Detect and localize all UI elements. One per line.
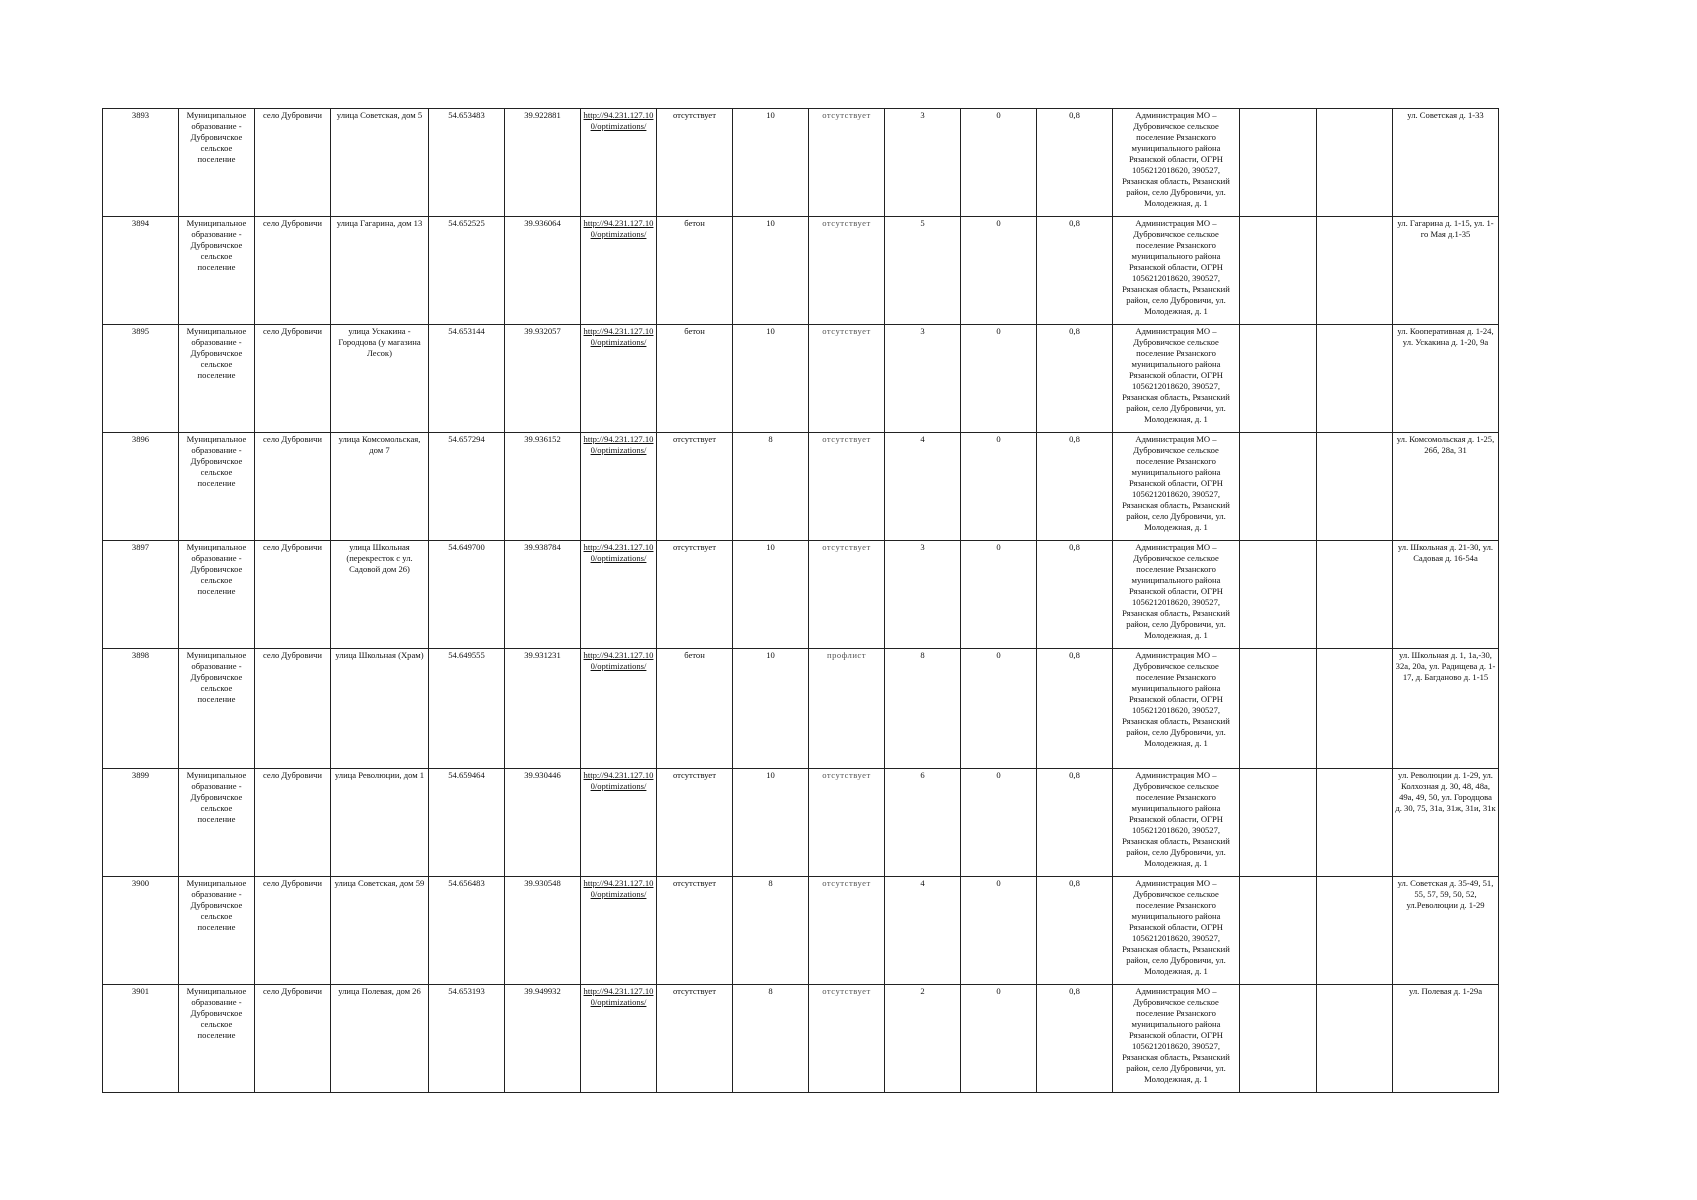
address-cell: улица Школьная (Храм) [331, 649, 429, 769]
container-volume-cell: 0,8 [1037, 325, 1113, 433]
area-cell: 10 [733, 769, 809, 877]
sources-cell: ул. Гагарина д. 1-15, ул. 1-го Мая д.1-35 [1393, 217, 1499, 325]
containers-count-cell: 4 [885, 877, 961, 985]
surface-cell: отсутствует [657, 433, 733, 541]
address-cell: улица Школьная (перекресток с ул. Садовой дом 26) [331, 541, 429, 649]
planned-containers-cell: 0 [961, 109, 1037, 217]
row-number-cell: 3897 [103, 541, 179, 649]
table-row [103, 985, 1499, 1093]
map-link-cell[interactable]: http://94.231.127.10 0/optimizations/ [581, 769, 657, 877]
surface-cell: бетон [657, 649, 733, 769]
map-link-cell[interactable]: http://94.231.127.10 0/optimizations/ [581, 877, 657, 985]
address-cell: улица Комсомольская, дом 7 [331, 433, 429, 541]
map-link-cell[interactable]: http://94.231.127.10 0/optimizations/ [581, 541, 657, 649]
empty-cell [1240, 877, 1317, 985]
surface-cell: бетон [657, 325, 733, 433]
container-volume-cell: 0,8 [1037, 541, 1113, 649]
empty-cell [1240, 769, 1317, 877]
area-cell: 10 [733, 541, 809, 649]
row-number-cell: 3899 [103, 769, 179, 877]
planned-containers-cell: 0 [961, 325, 1037, 433]
planned-containers-cell: 0 [961, 985, 1037, 1093]
empty-cell [1317, 109, 1393, 217]
municipality-cell: Муниципальное образование - Дубровичское сельское поселение [179, 433, 255, 541]
area-cell: 8 [733, 433, 809, 541]
empty-cell [1240, 433, 1317, 541]
empty-cell [1317, 877, 1393, 985]
row-number-cell: 3901 [103, 985, 179, 1093]
map-link-cell[interactable]: http://94.231.127.10 0/optimizations/ [581, 985, 657, 1093]
owner-cell: Администрация МО – Дубровичское сельское поселение Рязанского муниципального района Рязанской области, ОГРН 1056212018620, 390527, Рязанская область, Рязанский район, село Дубровичи, ул. Молодежная, д. 1 [1113, 877, 1240, 985]
latitude-cell: 54.653144 [429, 325, 505, 433]
container-volume-cell: 0,8 [1037, 649, 1113, 769]
address-cell: улица Полевая, дом 26 [331, 985, 429, 1093]
containers-count-cell: 3 [885, 541, 961, 649]
empty-cell [1317, 649, 1393, 769]
empty-cell [1317, 541, 1393, 649]
fence-cell: отсутствует [809, 985, 885, 1093]
latitude-cell: 54.652525 [429, 217, 505, 325]
address-cell: улица Гагарина, дом 13 [331, 217, 429, 325]
sources-cell: ул. Комсомольская д. 1-25, 26б, 28а, 31 [1393, 433, 1499, 541]
address-cell: улица Революции, дом 1 [331, 769, 429, 877]
planned-containers-cell: 0 [961, 769, 1037, 877]
longitude-cell: 39.930446 [505, 769, 581, 877]
empty-cell [1240, 109, 1317, 217]
area-cell: 10 [733, 325, 809, 433]
container-volume-cell: 0,8 [1037, 877, 1113, 985]
map-link-cell[interactable]: http://94.231.127.10 0/optimizations/ [581, 433, 657, 541]
owner-cell: Администрация МО – Дубровичское сельское поселение Рязанского муниципального района Рязанской области, ОГРН 1056212018620, 390527, Рязанская область, Рязанский район, село Дубровичи, ул. Молодежная, д. 1 [1113, 109, 1240, 217]
table-row [103, 541, 1499, 649]
fence-cell: профлист [809, 649, 885, 769]
fence-cell: отсутствует [809, 877, 885, 985]
settlement-cell: село Дубровичи [255, 433, 331, 541]
row-number-cell: 3895 [103, 325, 179, 433]
table-row [103, 877, 1499, 985]
containers-count-cell: 8 [885, 649, 961, 769]
planned-containers-cell: 0 [961, 433, 1037, 541]
container-volume-cell: 0,8 [1037, 433, 1113, 541]
municipality-cell: Муниципальное образование - Дубровичское сельское поселение [179, 541, 255, 649]
settlement-cell: село Дубровичи [255, 985, 331, 1093]
container-volume-cell: 0,8 [1037, 109, 1113, 217]
address-cell: улица Советская, дом 5 [331, 109, 429, 217]
sources-cell: ул. Полевая д. 1-29а [1393, 985, 1499, 1093]
fence-cell: отсутствует [809, 325, 885, 433]
longitude-cell: 39.949932 [505, 985, 581, 1093]
latitude-cell: 54.649555 [429, 649, 505, 769]
fence-cell: отсутствует [809, 217, 885, 325]
table-row [103, 769, 1499, 877]
municipality-cell: Муниципальное образование - Дубровичское сельское поселение [179, 217, 255, 325]
map-link-cell[interactable]: http://94.231.127.10 0/optimizations/ [581, 649, 657, 769]
longitude-cell: 39.930548 [505, 877, 581, 985]
latitude-cell: 54.656483 [429, 877, 505, 985]
empty-cell [1240, 649, 1317, 769]
settlement-cell: село Дубровичи [255, 325, 331, 433]
settlement-cell: село Дубровичи [255, 109, 331, 217]
waste-sites-table [102, 108, 1499, 1093]
sources-cell: ул. Советская д. 1-33 [1393, 109, 1499, 217]
row-number-cell: 3893 [103, 109, 179, 217]
surface-cell: отсутствует [657, 109, 733, 217]
area-cell: 8 [733, 985, 809, 1093]
owner-cell: Администрация МО – Дубровичское сельское поселение Рязанского муниципального района Рязанской области, ОГРН 1056212018620, 390527, Рязанская область, Рязанский район, село Дубровичи, ул. Молодежная, д. 1 [1113, 325, 1240, 433]
latitude-cell: 54.649700 [429, 541, 505, 649]
fence-cell: отсутствует [809, 769, 885, 877]
planned-containers-cell: 0 [961, 541, 1037, 649]
municipality-cell: Муниципальное образование - Дубровичское сельское поселение [179, 325, 255, 433]
owner-cell: Администрация МО – Дубровичское сельское поселение Рязанского муниципального района Рязанской области, ОГРН 1056212018620, 390527, Рязанская область, Рязанский район, село Дубровичи, ул. Молодежная, д. 1 [1113, 433, 1240, 541]
longitude-cell: 39.936152 [505, 433, 581, 541]
table-row [103, 109, 1499, 217]
empty-cell [1240, 217, 1317, 325]
surface-cell: отсутствует [657, 769, 733, 877]
sources-cell: ул. Кооперативная д. 1-24, ул. Ускакина д. 1-20, 9а [1393, 325, 1499, 433]
empty-cell [1317, 985, 1393, 1093]
municipality-cell: Муниципальное образование - Дубровичское сельское поселение [179, 985, 255, 1093]
surface-cell: бетон [657, 217, 733, 325]
longitude-cell: 39.938784 [505, 541, 581, 649]
latitude-cell: 54.653193 [429, 985, 505, 1093]
latitude-cell: 54.653483 [429, 109, 505, 217]
empty-cell [1317, 325, 1393, 433]
longitude-cell: 39.922881 [505, 109, 581, 217]
municipality-cell: Муниципальное образование - Дубровичское сельское поселение [179, 877, 255, 985]
container-volume-cell: 0,8 [1037, 985, 1113, 1093]
empty-cell [1317, 433, 1393, 541]
area-cell: 10 [733, 217, 809, 325]
planned-containers-cell: 0 [961, 877, 1037, 985]
empty-cell [1317, 769, 1393, 877]
table-row [103, 649, 1499, 769]
longitude-cell: 39.932057 [505, 325, 581, 433]
settlement-cell: село Дубровичи [255, 217, 331, 325]
empty-cell [1240, 325, 1317, 433]
table-row [103, 325, 1499, 433]
area-cell: 8 [733, 877, 809, 985]
surface-cell: отсутствует [657, 877, 733, 985]
owner-cell: Администрация МО – Дубровичское сельское поселение Рязанского муниципального района Рязанской области, ОГРН 1056212018620, 390527, Рязанская область, Рязанский район, село Дубровичи, ул. Молодежная, д. 1 [1113, 541, 1240, 649]
row-number-cell: 3896 [103, 433, 179, 541]
row-number-cell: 3900 [103, 877, 179, 985]
planned-containers-cell: 0 [961, 649, 1037, 769]
area-cell: 10 [733, 649, 809, 769]
containers-count-cell: 6 [885, 769, 961, 877]
municipality-cell: Муниципальное образование - Дубровичское сельское поселение [179, 769, 255, 877]
surface-cell: отсутствует [657, 985, 733, 1093]
settlement-cell: село Дубровичи [255, 769, 331, 877]
containers-count-cell: 2 [885, 985, 961, 1093]
table-row [103, 217, 1499, 325]
planned-containers-cell: 0 [961, 217, 1037, 325]
address-cell: улица Ускакина - Городцова (у магазина Лесок) [331, 325, 429, 433]
map-link-cell[interactable]: http://94.231.127.10 0/optimizations/ [581, 325, 657, 433]
longitude-cell: 39.936064 [505, 217, 581, 325]
longitude-cell: 39.931231 [505, 649, 581, 769]
containers-count-cell: 4 [885, 433, 961, 541]
owner-cell: Администрация МО – Дубровичское сельское поселение Рязанского муниципального района Рязанской области, ОГРН 1056212018620, 390527, Рязанская область, Рязанский район, село Дубровичи, ул. Молодежная, д. 1 [1113, 217, 1240, 325]
container-volume-cell: 0,8 [1037, 769, 1113, 877]
settlement-cell: село Дубровичи [255, 649, 331, 769]
empty-cell [1240, 985, 1317, 1093]
row-number-cell: 3894 [103, 217, 179, 325]
fence-cell: отсутствует [809, 541, 885, 649]
container-volume-cell: 0,8 [1037, 217, 1113, 325]
containers-count-cell: 3 [885, 325, 961, 433]
containers-count-cell: 3 [885, 109, 961, 217]
sources-cell: ул. Революции д. 1-29, ул. Колхозная д. 30, 48, 48а, 49а, 49, 50, ул. Городцова д. 30, 75, 31а, 31ж, 31и, 31к [1393, 769, 1499, 877]
containers-count-cell: 5 [885, 217, 961, 325]
sources-cell: ул. Школьная д. 21-30, ул. Садовая д. 16-54а [1393, 541, 1499, 649]
municipality-cell: Муниципальное образование - Дубровичское сельское поселение [179, 649, 255, 769]
map-link-cell[interactable]: http://94.231.127.10 0/optimizations/ [581, 109, 657, 217]
owner-cell: Администрация МО – Дубровичское сельское поселение Рязанского муниципального района Рязанской области, ОГРН 1056212018620, 390527, Рязанская область, Рязанский район, село Дубровичи, ул. Молодежная, д. 1 [1113, 649, 1240, 769]
empty-cell [1240, 541, 1317, 649]
sources-cell: ул. Советская д. 35-49, 51, 55, 57, 59, 50, 52, ул.Революции д. 1-29 [1393, 877, 1499, 985]
latitude-cell: 54.657294 [429, 433, 505, 541]
map-link-cell[interactable]: http://94.231.127.10 0/optimizations/ [581, 217, 657, 325]
surface-cell: отсутствует [657, 541, 733, 649]
settlement-cell: село Дубровичи [255, 877, 331, 985]
sources-cell: ул. Школьная д. 1, 1а,-30, 32а, 20а, ул. Радищева д. 1-17, д. Багданово д. 1-15 [1393, 649, 1499, 769]
fence-cell: отсутствует [809, 109, 885, 217]
fence-cell: отсутствует [809, 433, 885, 541]
owner-cell: Администрация МО – Дубровичское сельское поселение Рязанского муниципального района Рязанской области, ОГРН 1056212018620, 390527, Рязанская область, Рязанский район, село Дубровичи, ул. Молодежная, д. 1 [1113, 985, 1240, 1093]
latitude-cell: 54.659464 [429, 769, 505, 877]
table-row [103, 433, 1499, 541]
owner-cell: Администрация МО – Дубровичское сельское поселение Рязанского муниципального района Рязанской области, ОГРН 1056212018620, 390527, Рязанская область, Рязанский район, село Дубровичи, ул. Молодежная, д. 1 [1113, 769, 1240, 877]
row-number-cell: 3898 [103, 649, 179, 769]
empty-cell [1317, 217, 1393, 325]
area-cell: 10 [733, 109, 809, 217]
address-cell: улица Советская, дом 59 [331, 877, 429, 985]
settlement-cell: село Дубровичи [255, 541, 331, 649]
municipality-cell: Муниципальное образование - Дубровичское сельское поселение [179, 109, 255, 217]
